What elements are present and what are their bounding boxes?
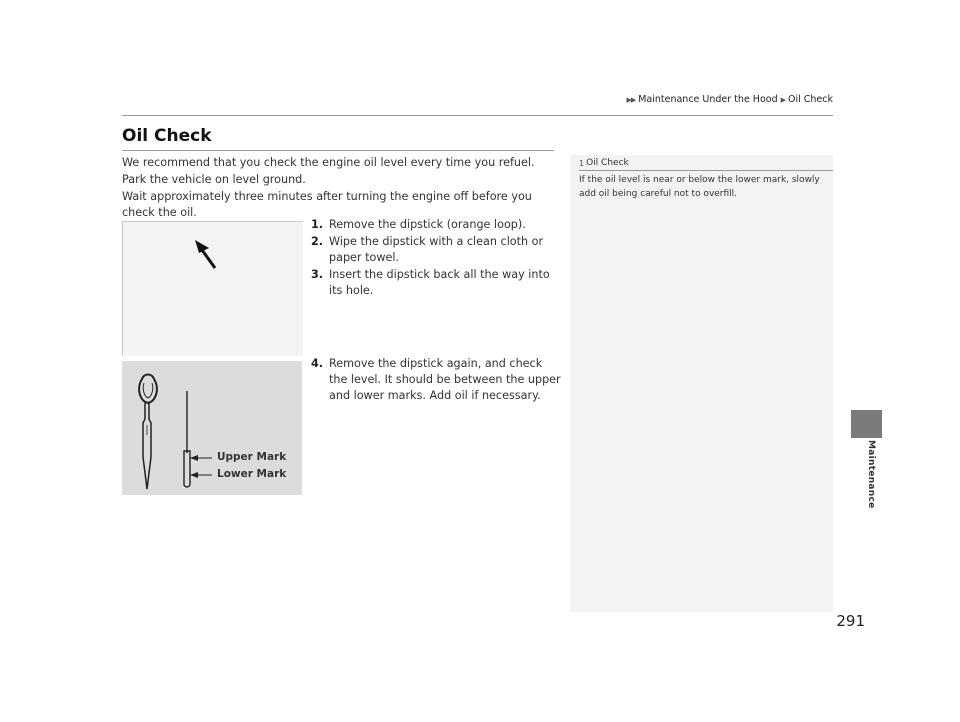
arrow-icon [123, 222, 303, 356]
header-rule [122, 115, 833, 116]
double-triangle-icon: ▶▶ [626, 95, 636, 104]
lower-mark-label: Lower Mark [217, 468, 287, 480]
note-rule [579, 170, 833, 171]
dipstick-marks-figure [122, 361, 302, 495]
intro-line: We recommend that you check the engine oil level every time you refuel. [122, 156, 535, 169]
step-item: 2. Wipe the dipstick with a clean cloth or paper towel. [311, 235, 544, 264]
note-panel [570, 155, 833, 612]
steps-list-1 [311, 217, 561, 300]
upper-mark-label: Upper Mark [217, 451, 287, 463]
breadcrumb-item-parent[interactable]: Maintenance Under the Hood [638, 94, 778, 105]
dipstick-location-figure [122, 221, 303, 356]
note-title: Oil Check [586, 158, 629, 168]
triangle-icon: ▶ [780, 95, 785, 104]
breadcrumb [626, 94, 833, 105]
intro-text [122, 155, 557, 222]
page-number: 291 [836, 612, 865, 630]
step-item: 1. Remove the dipstick (orange loop). [311, 218, 526, 231]
note-header [579, 158, 629, 168]
breadcrumb-item-current[interactable]: Oil Check [788, 94, 833, 105]
chapter-tab-label: Maintenance [866, 440, 876, 509]
step-item: 3. Insert the dipstick back all the way into its hole. [311, 268, 550, 297]
note-body: If the oil level is near or below the lower mark, slowly add oil being careful not to overfill. [579, 175, 820, 199]
steps-list-2 [311, 356, 561, 405]
chapter-tab[interactable] [851, 410, 882, 438]
reference-icon: 1 [579, 158, 585, 168]
intro-line: Wait approximately three minutes after turning the engine off before you check the oil. [122, 189, 532, 220]
section-title: Oil Check [122, 126, 212, 146]
intro-line: Park the vehicle on level ground. [122, 172, 306, 186]
step-item: 4. Remove the dipstick again, and check the level. It should be between the upper and lower marks. Add oil if necessary. [311, 357, 561, 402]
title-rule [122, 150, 554, 151]
